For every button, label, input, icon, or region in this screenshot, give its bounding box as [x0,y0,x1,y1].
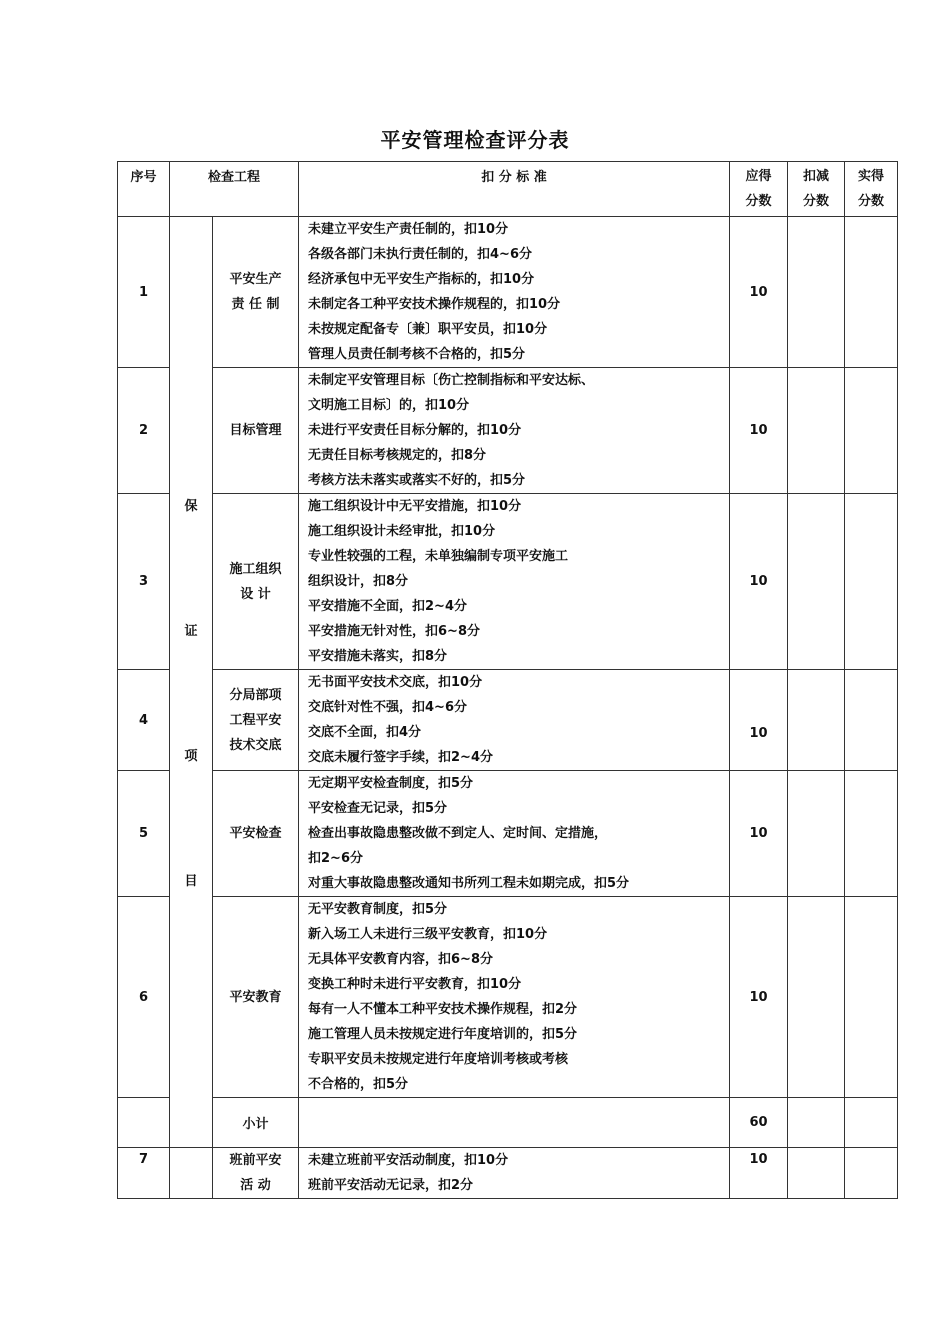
row-item: 分局部项 工程平安 技术交底 [213,670,299,771]
row-deduct-score [788,494,845,670]
header-due: 应得 分数 [730,162,788,217]
subtotal-row [118,1098,898,1148]
category-char: 目 [184,874,198,889]
header-seq: 序号 [118,162,170,217]
row-due-score: 10 [730,670,788,771]
row-standard: 未建立平安生产责任制的，扣10分 各级各部门未执行责任制的，扣4~6分 经济承包中无平安生产指标的，扣10分 未制定各工种平安技术操作规程的，扣10分 未按规定配备专〔兼〕职平安员，扣10分 管理人员责任制考核不合格的，扣5分 [299,217,730,368]
row-due-score: 10 [730,368,788,494]
subtotal-seq [118,1098,170,1148]
subtotal-label: 小计 [213,1098,299,1148]
row-item: 平安教育 [213,897,299,1098]
header-standard: 扣 分 标 准 [299,162,730,217]
row-seq: 2 [118,368,170,494]
row-standard: 未建立班前平安活动制度，扣10分 班前平安活动无记录，扣2分 [299,1148,730,1199]
row-deduct-score [788,771,845,897]
row-deduct-score [788,368,845,494]
header-item: 检查工程 [170,162,299,217]
row-actual-score [845,368,898,494]
row-due-score: 10 [730,494,788,670]
row-seq: 5 [118,771,170,897]
row-item: 目标管理 [213,368,299,494]
subtotal-standard [299,1098,730,1148]
category-char: 保 [184,499,198,514]
table-row [118,670,898,771]
subtotal-deduct [788,1098,845,1148]
row-actual-score [845,897,898,1098]
row-actual-score [845,217,898,368]
row-actual-score [845,771,898,897]
table-row [118,1148,898,1199]
header-deduct: 扣减 分数 [788,162,845,217]
row-actual-score [845,670,898,771]
header-actual: 实得 分数 [845,162,898,217]
score-table [117,161,898,1199]
category-char: 项 [184,749,198,764]
row-due-score: 10 [730,217,788,368]
row-deduct-score [788,217,845,368]
row-seq: 1 [118,217,170,368]
row-item: 平安生产 责 任 制 [213,217,299,368]
table-row [118,368,898,494]
row-due-score: 10 [730,1148,788,1199]
row-category-empty [170,1148,213,1199]
row-actual-score [845,494,898,670]
row-standard: 无定期平安检查制度，扣5分 平安检查无记录，扣5分 检查出事故隐患整改做不到定人、定时间、定措施， 扣2~6分 对重大事故隐患整改通知书所列工程未如期完成，扣5分 [299,771,730,897]
row-item: 平安检查 [213,771,299,897]
table-row [118,217,898,368]
row-seq: 4 [118,670,170,771]
row-deduct-score [788,897,845,1098]
row-deduct-score [788,670,845,771]
row-due-score: 10 [730,897,788,1098]
subtotal-score: 60 [730,1098,788,1148]
document-title: 平安管理检查评分表 [380,128,570,152]
table-row [118,494,898,670]
row-seq: 3 [118,494,170,670]
subtotal-actual [845,1098,898,1148]
row-deduct-score [788,1148,845,1199]
table-row [118,771,898,897]
table-row [118,897,898,1098]
row-standard: 无平安教育制度，扣5分 新入场工人未进行三级平安教育，扣10分 无具体平安教育内容，扣6~8分 变换工种时未进行平安教育，扣10分 每有一人不懂本工种平安技术操作规程，扣2分 施工管理人员未按规定进行年度培训的，扣5分 专职平安员未按规定进行年度培训考核或考核 不合格的，扣5分 [299,897,730,1098]
row-seq: 7 [118,1148,170,1199]
row-item: 施工组织 设 计 [213,494,299,670]
row-actual-score [845,1148,898,1199]
row-standard: 无书面平安技术交底，扣10分 交底针对性不强，扣4~6分 交底不全面，扣4分 交底未履行签字手续，扣2~4分 [299,670,730,771]
category-char: 证 [184,624,198,639]
category-cell [170,217,213,1148]
row-seq: 6 [118,897,170,1098]
header-row [118,162,898,217]
row-due-score: 10 [730,771,788,897]
row-standard: 未制定平安管理目标〔伤亡控制指标和平安达标、 文明施工目标〕的，扣10分 未进行平安责任目标分解的，扣10分 无责任目标考核规定的，扣8分 考核方法未落实或落实不好的，扣5分 [299,368,730,494]
row-item: 班前平安 活 动 [213,1148,299,1199]
row-standard: 施工组织设计中无平安措施，扣10分 施工组织设计未经审批，扣10分 专业性较强的工程，未单独编制专项平安施工 组织设计，扣8分 平安措施不全面，扣2~4分 平安措施无针对性，扣6~8分 平安措施未落实，扣8分 [299,494,730,670]
